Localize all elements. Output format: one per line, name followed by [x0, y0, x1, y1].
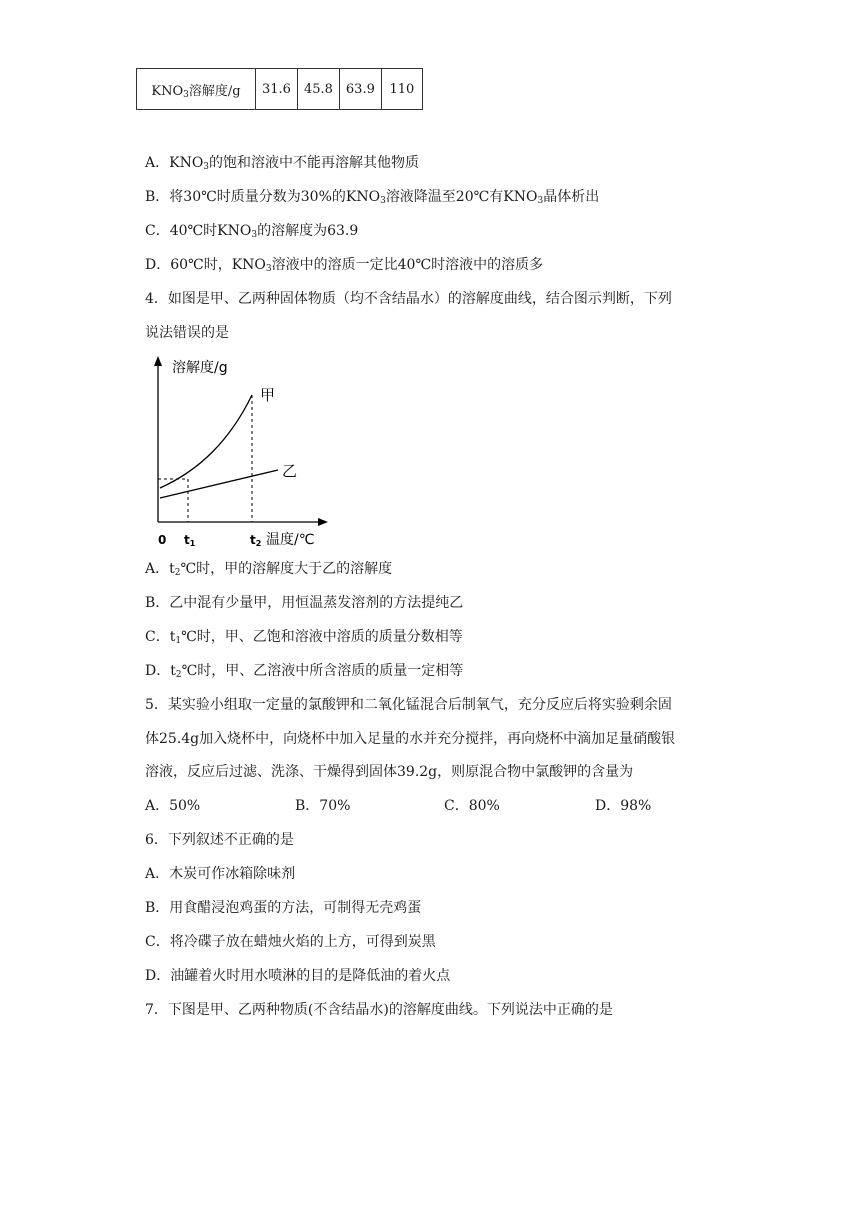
t1-label: t1	[184, 533, 196, 548]
q4-stem-line1: 4．如图是甲、乙两种固体物质（均不含结晶水）的溶解度曲线，结合图示判断，下列	[145, 291, 672, 307]
y-axis-arrow	[154, 356, 162, 366]
line-yi	[160, 470, 278, 498]
curve-jia	[160, 395, 252, 488]
q3-option-a: A．$KNO_3$的饱和溶液中不能再溶解其他物质	[145, 155, 420, 172]
q6-option-d: D．油罐着火时用水喷淋的目的是降低油的着火点	[145, 968, 451, 984]
q3-option-c: C．40℃时$KNO_3$的溶解度为63.9	[145, 223, 359, 240]
q6-option-b: B．用食醋浸泡鸡蛋的方法，可制得无壳鸡蛋	[145, 900, 422, 916]
x-axis-label: 温度/℃	[266, 532, 315, 548]
q6-option-c: C．将冷碟子放在蜡烛火焰的上方，可得到炭黑	[145, 934, 436, 950]
table-header-cell: $KNO_3$溶解度/g	[137, 69, 256, 110]
q5-option-b: B．70%	[295, 798, 351, 814]
q7-stem: 7．下图是甲、乙两种物质(不含结晶水)的溶解度曲线。下列说法中正确的是	[145, 1002, 613, 1018]
table-cell: 45.8	[297, 69, 339, 110]
q5-stem-line3: 溶液，反应后过滤、洗涤、干燥得到固体39.2g，则原混合物中氯酸钾的含量为	[145, 764, 634, 780]
q5-option-a: A．50%	[145, 798, 201, 814]
q6-option-a: A．木炭可作冰箱除味剂	[145, 866, 296, 882]
q5-option-d: D．98%	[595, 798, 652, 814]
q3-option-b: B．将30℃时质量分数为30%的$KNO_3$溶液降温至20℃有$KNO_3$晶体析出	[145, 189, 600, 206]
table-cell: 63.9	[339, 69, 381, 110]
q4-stem-line2: 说法错误的是	[145, 325, 229, 341]
q5-stem-line1: 5．某实验小组取一定量的氯酸钾和二氧化锰混合后制氧气，充分反应后将实验剩余固	[145, 697, 672, 713]
q4-option-d: D．$t_2℃$时，甲、乙溶液中所含溶质的质量一定相等	[145, 663, 464, 680]
series-jia-label: 甲	[260, 386, 276, 404]
q4-option-b: B．乙中混有少量甲，用恒温蒸发溶剂的方法提纯乙	[145, 595, 464, 611]
series-yi-label: 乙	[282, 462, 298, 480]
table-cell: 31.6	[256, 69, 298, 110]
t2-label: t2	[250, 533, 262, 548]
solubility-table	[136, 68, 423, 110]
origin-label: 0	[158, 533, 167, 547]
q5-option-c: C．80%	[444, 798, 500, 814]
table-row	[137, 69, 423, 110]
q4-option-a: A．$t_2℃$时，甲的溶解度大于乙的溶解度	[145, 561, 393, 578]
x-axis-arrow	[318, 518, 328, 526]
solubility-curve-graph	[140, 350, 340, 550]
y-axis-label: 溶解度/g	[172, 360, 228, 376]
q6-stem: 6．下列叙述不正确的是	[145, 832, 294, 848]
table-cell: 110	[381, 69, 422, 110]
q5-stem-line2: 体25.4g加入烧杯中，向烧杯中加入足量的水并充分搅拌，再向烧杯中滴加足量硝酸银	[145, 731, 676, 747]
q4-option-c: C．$t_1℃$时，甲、乙饱和溶液中溶质的质量分数相等	[145, 629, 463, 646]
q3-option-d: D．60℃时，$KNO_3$溶液中的溶质一定比40℃时溶液中的溶质多	[145, 257, 544, 274]
